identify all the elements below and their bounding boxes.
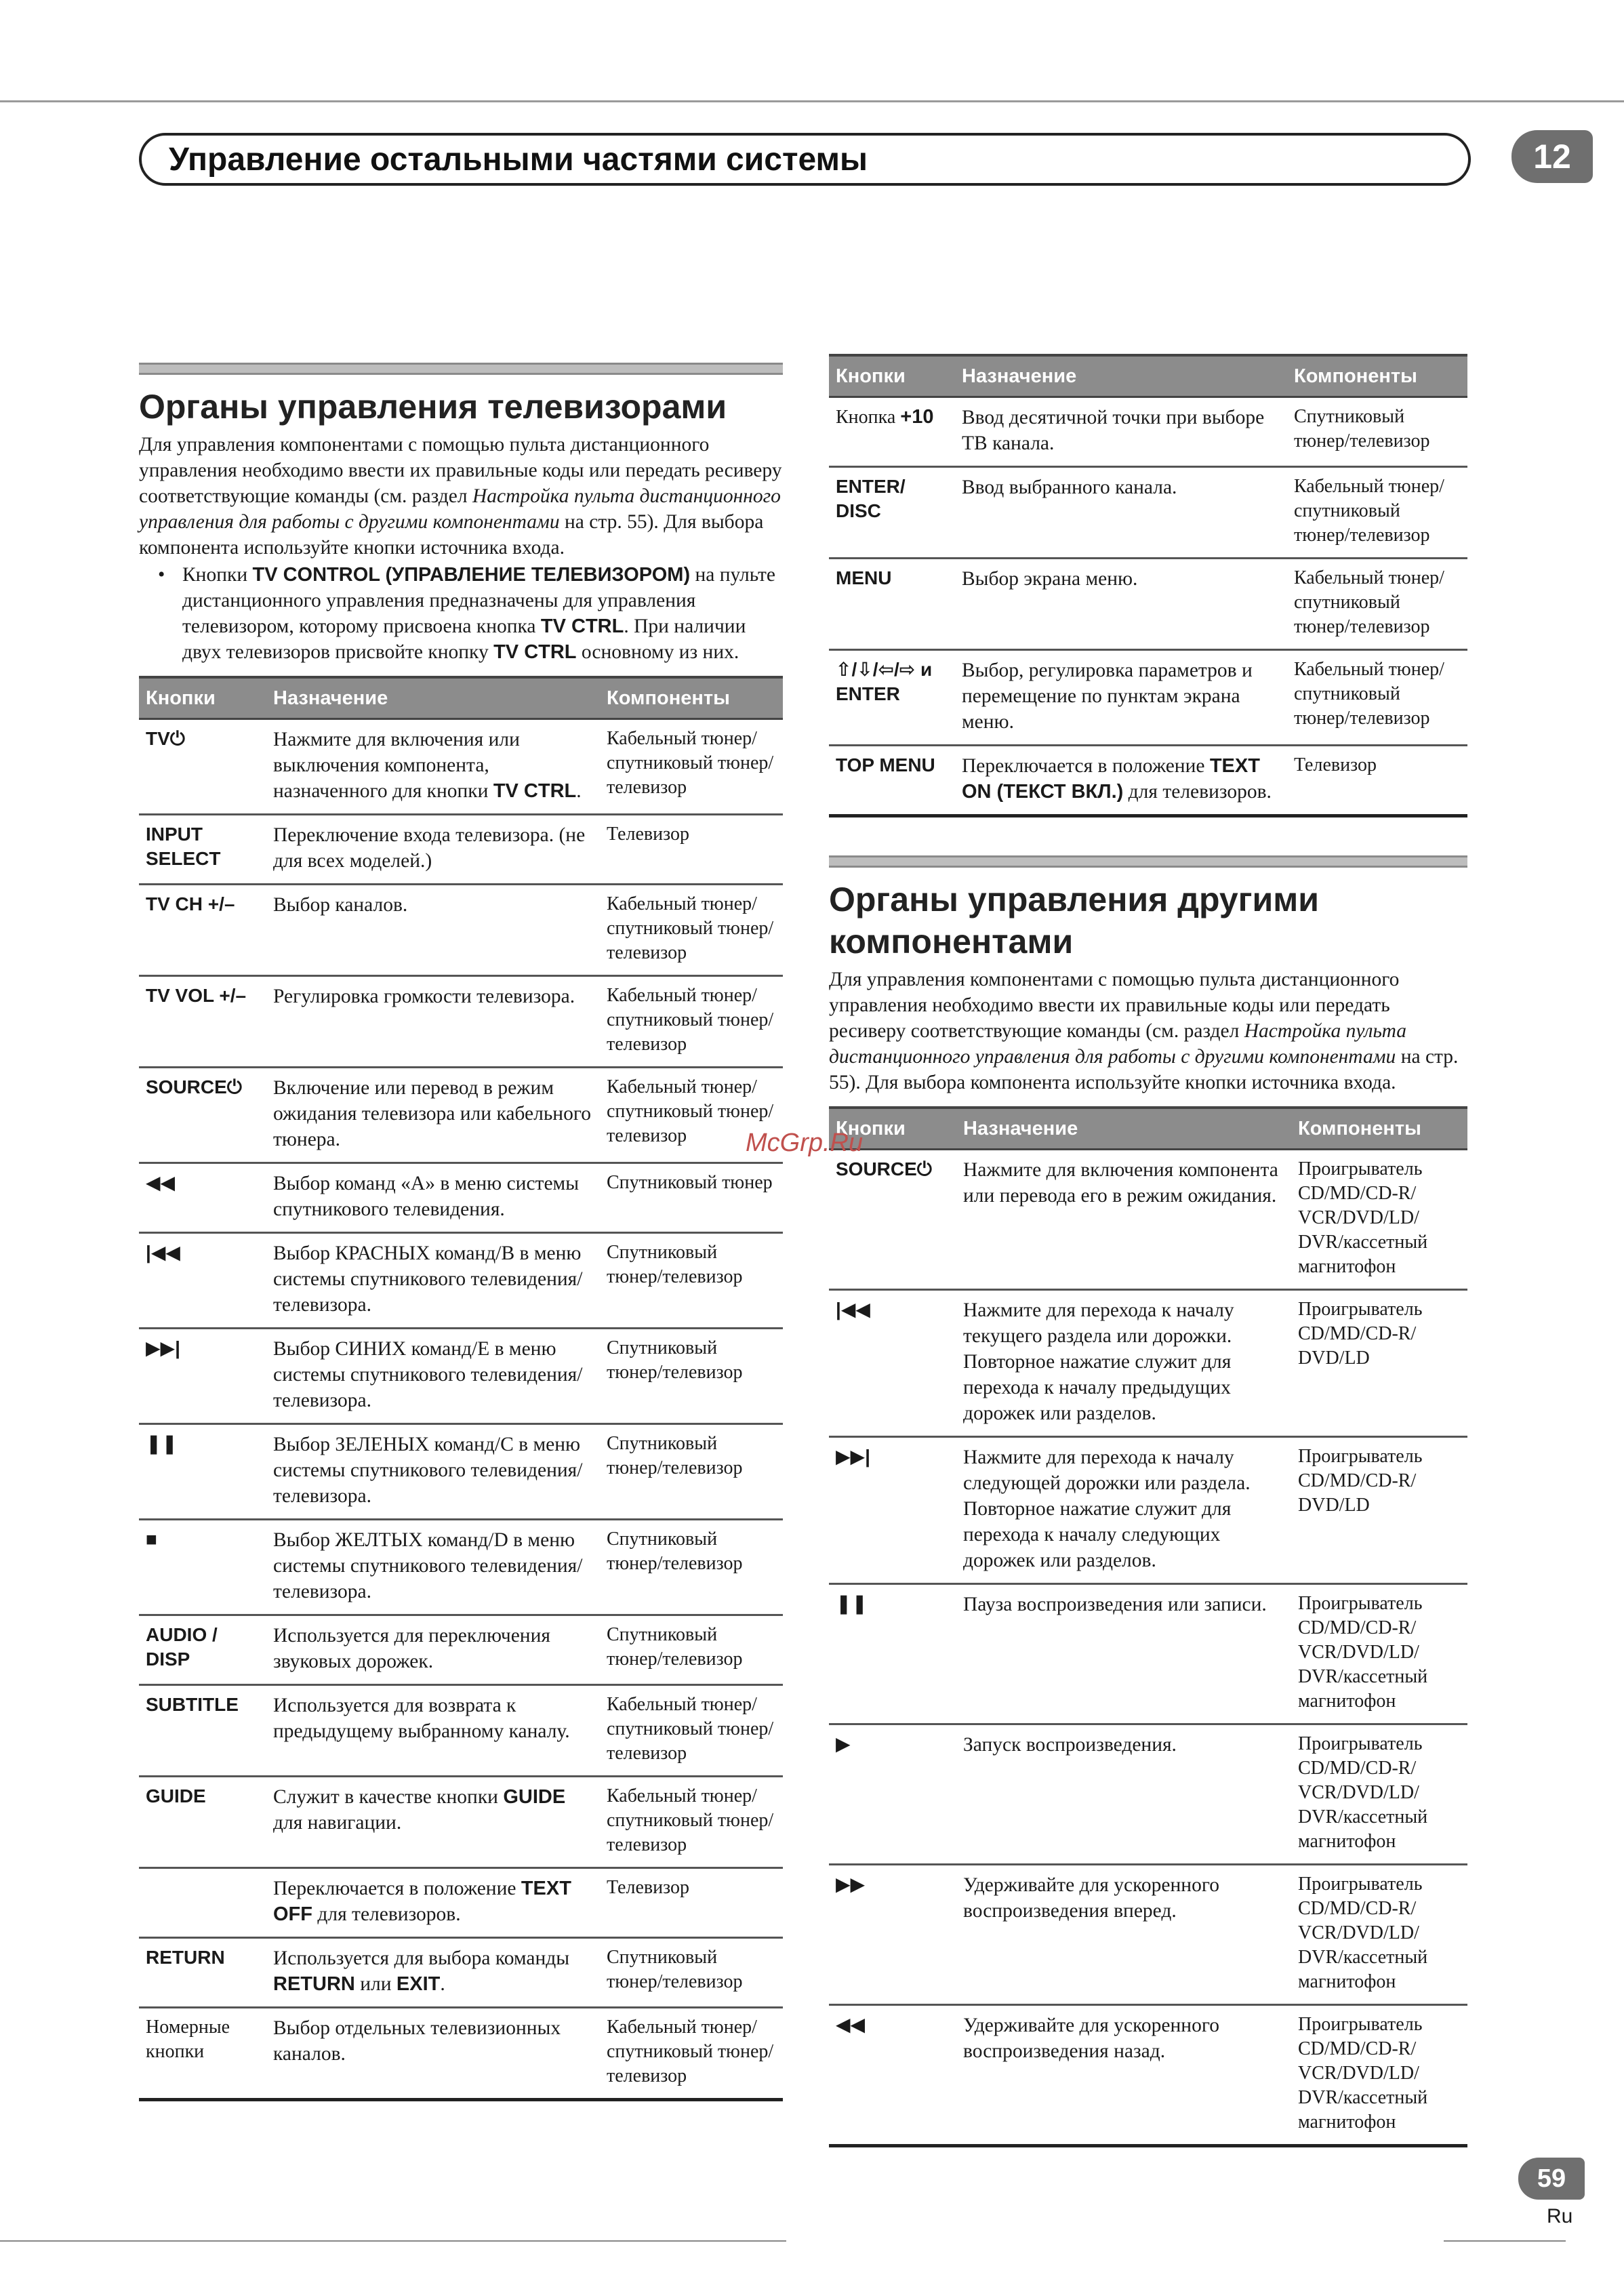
arrow-keys-cell: ⇧/⇩/⇦/⇨ и ENTER xyxy=(829,650,955,746)
skip-back-icon: |◀◀ xyxy=(139,1233,266,1329)
table-row xyxy=(139,1938,783,2008)
button-cell: SOURCE⏻ xyxy=(829,1150,956,1290)
components-cell: Спутниковый тюнер/телевизор xyxy=(600,1424,783,1520)
purpose-cell: Регулировка громкости телевизора. xyxy=(266,976,600,1068)
table-row xyxy=(139,885,783,976)
button-cell: SOURCE⏻ xyxy=(139,1068,266,1163)
purpose-cell: Выбор ЗЕЛЕНЫХ команд/C в меню системы спутникового телевидения/телевизора. xyxy=(266,1424,600,1520)
purpose-cell: Удерживайте для ускоренного воспроизведения вперед. xyxy=(956,1865,1291,2005)
purpose-cell: Переключается в положение TEXT OFF для телевизоров. xyxy=(266,1868,600,1938)
purpose-cell: Переключается в положение TEXT ON (ТЕКСТ ВКЛ.) для телевизоров. xyxy=(955,746,1287,816)
tv-controls-table xyxy=(139,676,783,2101)
purpose-cell: Ввод выбранного канала. xyxy=(955,467,1287,559)
table-row xyxy=(139,1424,783,1520)
col-header-purpose: Назначение xyxy=(956,1108,1291,1150)
table-row xyxy=(829,559,1467,650)
table-row xyxy=(829,1437,1467,1584)
components-cell: Кабельный тюнер/ спутниковый тюнер/телевизор xyxy=(600,885,783,976)
play-icon: ▶ xyxy=(829,1724,956,1865)
purpose-cell: Служит в качестве кнопки GUIDE для навигации. xyxy=(266,1777,600,1868)
purpose-cell: Используется для возврата к предыдущему выбранному каналу. xyxy=(266,1685,600,1777)
col-header-components: Компоненты xyxy=(1291,1108,1467,1150)
bottom-scan-rule xyxy=(0,2240,786,2242)
table-row xyxy=(139,719,783,815)
components-cell: Проигрыватель CD/MD/CD-R/ DVD/LD xyxy=(1291,1290,1467,1437)
rewind-icon: ◀◀ xyxy=(139,1163,266,1233)
components-cell: Проигрыватель CD/MD/CD-R/ DVD/LD xyxy=(1291,1437,1467,1584)
table-row xyxy=(139,1163,783,1233)
components-cell: Кабельный тюнер/ спутниковый тюнер/телевизор xyxy=(600,719,783,815)
table-row xyxy=(829,2005,1467,2146)
purpose-cell: Нажмите для включения или выключения компонента, назначенного для кнопки TV CTRL. xyxy=(266,719,600,815)
skip-forward-icon: ▶▶| xyxy=(829,1437,956,1584)
other-controls-intro: Для управления компонентами с помощью пульта дистанционного управления необходимо ввести их правильные коды или передать ресиверу соответствующие команды (см. раздел Настройка пульта дистанционного управления для работы с другими компонентами на стр. 55). Для выбора компонента используйте кнопки источника входа. xyxy=(829,969,1459,1093)
table-header-row xyxy=(139,677,783,719)
table-row xyxy=(829,1724,1467,1865)
purpose-cell: Используется для выбора команды RETURN или EXIT. xyxy=(266,1938,600,2008)
tv-controls-heading: Органы управления телевизорами xyxy=(139,388,727,426)
components-cell: Проигрыватель CD/MD/CD-R/ VCR/DVD/LD/ DVR/кассетный магнитофон xyxy=(1291,1584,1467,1724)
table-row xyxy=(139,815,783,885)
components-cell: Спутниковый тюнер xyxy=(600,1163,783,1233)
table-header-row xyxy=(829,1108,1467,1150)
table-row xyxy=(139,1329,783,1424)
table-row xyxy=(829,1290,1467,1437)
table-row xyxy=(139,1233,783,1329)
button-cell: GUIDE xyxy=(139,1777,266,1868)
table-row xyxy=(139,2008,783,2100)
watermark: McGrp.Ru xyxy=(746,1129,864,1157)
table-row xyxy=(829,1150,1467,1290)
purpose-cell: Выбор команд «A» в меню системы спутникового телевидения. xyxy=(266,1163,600,1233)
table-row xyxy=(139,1685,783,1777)
components-cell: Кабельный тюнер/ спутниковый тюнер/телевизор xyxy=(600,1685,783,1777)
table-row xyxy=(829,1865,1467,2005)
table-header-row xyxy=(829,355,1467,397)
table-row xyxy=(139,1520,783,1615)
table-row xyxy=(829,746,1467,816)
section-divider xyxy=(139,363,783,375)
stop-icon: ■ xyxy=(139,1520,266,1615)
button-cell: TV CH +/– xyxy=(139,885,266,976)
button-cell: Кнопка +10 xyxy=(829,397,955,467)
right-column xyxy=(829,354,1467,2147)
table-row xyxy=(829,467,1467,559)
button-cell: Номерные кнопки xyxy=(139,2008,266,2100)
purpose-cell: Нажмите для перехода к началу следующей дорожки или раздела. Повторное нажатие служит для перехода к началу следующих дорожек или разделов. xyxy=(956,1437,1291,1584)
components-cell: Кабельный тюнер/ спутниковый тюнер/телевизор xyxy=(600,1777,783,1868)
button-cell: INPUT SELECT xyxy=(139,815,266,885)
table-row xyxy=(829,650,1467,746)
components-cell: Спутниковый тюнер/телевизор xyxy=(600,1233,783,1329)
components-cell: Спутниковый тюнер/телевизор xyxy=(600,1615,783,1685)
pause-icon: ❚❚ xyxy=(139,1424,266,1520)
table-row xyxy=(829,1584,1467,1724)
col-header-components: Компоненты xyxy=(1287,355,1467,397)
components-cell: Кабельный тюнер/ спутниковый тюнер/телевизор xyxy=(1287,559,1467,650)
table-row xyxy=(139,1777,783,1868)
table-row xyxy=(139,1615,783,1685)
components-cell: Кабельный тюнер/ спутниковый тюнер/телевизор xyxy=(600,976,783,1068)
table-row xyxy=(139,1068,783,1163)
chapter-number-badge: 12 xyxy=(1511,130,1593,183)
col-header-buttons: Кнопки xyxy=(829,355,955,397)
components-cell: Кабельный тюнер/ спутниковый тюнер/телевизор xyxy=(600,2008,783,2100)
button-cell: AUDIO / DISP xyxy=(139,1615,266,1685)
col-header-components: Компоненты xyxy=(600,677,783,719)
button-cell xyxy=(139,1868,266,1938)
purpose-cell: Используется для переключения звуковых дорожек. xyxy=(266,1615,600,1685)
button-cell: TV VOL +/– xyxy=(139,976,266,1068)
purpose-cell: Выбор, регулировка параметров и перемещение по пунктам экрана меню. xyxy=(955,650,1287,746)
components-cell: Телевизор xyxy=(600,1868,783,1938)
rewind-icon: ◀◀ xyxy=(829,2005,956,2146)
purpose-cell: Нажмите для включения компонента или перевода его в режим ожидания. xyxy=(956,1150,1291,1290)
purpose-cell: Выбор каналов. xyxy=(266,885,600,976)
purpose-cell: Выбор ЖЕЛТЫХ команд/D в меню системы спутникового телевидения/телевизора. xyxy=(266,1520,600,1615)
purpose-cell: Переключение входа телевизора. (не для всех моделей.) xyxy=(266,815,600,885)
components-cell: Спутниковый тюнер/телевизор xyxy=(600,1520,783,1615)
table-row xyxy=(139,976,783,1068)
bottom-scan-rule xyxy=(1444,2240,1566,2242)
purpose-cell: Нажмите для перехода к началу текущего раздела или дорожки. Повторное нажатие служит для перехода к началу предыдущих дорожек или разделов. xyxy=(956,1290,1291,1437)
language-code: Ru xyxy=(1547,2205,1573,2227)
purpose-cell: Выбор экрана меню. xyxy=(955,559,1287,650)
tv-controls-intro: Для управления компонентами с помощью пульта дистанционного управления необходимо ввести их правильные коды или передать ресиверу соответствующие команды (см. раздел Настройка пульта дистанционного управления для работы с другими компонентами на стр. 55). Для выбора компонента используйте кнопки источника входа. xyxy=(139,434,782,559)
button-cell: ENTER/ DISC xyxy=(829,467,955,559)
button-cell: TV⏻ xyxy=(139,719,266,815)
button-cell: MENU xyxy=(829,559,955,650)
skip-forward-icon: ▶▶| xyxy=(139,1329,266,1424)
components-cell: Телевизор xyxy=(600,815,783,885)
components-cell: Спутниковый тюнер/телевизор xyxy=(600,1938,783,2008)
purpose-cell: Выбор КРАСНЫХ команд/B в меню системы спутникового телевидения/телевизора. xyxy=(266,1233,600,1329)
fast-forward-icon: ▶▶ xyxy=(829,1865,956,2005)
table-row xyxy=(829,397,1467,467)
purpose-cell: Пауза воспроизведения или записи. xyxy=(956,1584,1291,1724)
tv-control-note: • Кнопки TV CONTROL (УПРАВЛЕНИЕ ТЕЛЕВИЗОРОМ) на пульте дистанционного управления предназначены для управления телевизором, которому присвоена кнопка TV CTRL. При наличии двух телевизоров присвойте кнопку TV CTRL основному из них. xyxy=(139,562,783,665)
bullet-marker: • xyxy=(158,564,165,586)
components-cell: Проигрыватель CD/MD/CD-R/ VCR/DVD/LD/ DVR/кассетный магнитофон xyxy=(1291,1724,1467,1865)
button-cell: SUBTITLE xyxy=(139,1685,266,1777)
purpose-cell: Ввод десятичной точки при выборе ТВ канала. xyxy=(955,397,1287,467)
components-cell: Проигрыватель CD/MD/CD-R/ VCR/DVD/LD/ DVR/кассетный магнитофон xyxy=(1291,1150,1467,1290)
col-header-buttons: Кнопки xyxy=(139,677,266,719)
col-header-purpose: Назначение xyxy=(955,355,1287,397)
purpose-cell: Включение или перевод в режим ожидания телевизора или кабельного тюнера. xyxy=(266,1068,600,1163)
section-divider xyxy=(829,855,1467,868)
purpose-cell: Выбор отдельных телевизионных каналов. xyxy=(266,2008,600,2100)
components-cell: Проигрыватель CD/MD/CD-R/ VCR/DVD/LD/ DVR/кассетный магнитофон xyxy=(1291,1865,1467,2005)
button-cell: TOP MENU xyxy=(829,746,955,816)
components-cell: Кабельный тюнер/ спутниковый тюнер/телевизор xyxy=(1287,650,1467,746)
components-cell: Кабельный тюнер/ спутниковый тюнер/телевизор xyxy=(600,1068,783,1163)
components-cell: Телевизор xyxy=(1287,746,1467,816)
tv-controls-table-continued xyxy=(829,354,1467,817)
components-cell: Спутниковый тюнер/телевизор xyxy=(1287,397,1467,467)
table-row xyxy=(139,1868,783,1938)
chapter-title: Управление остальными частями системы xyxy=(169,142,868,178)
components-cell: Проигрыватель CD/MD/CD-R/ VCR/DVD/LD/ DVR/кассетный магнитофон xyxy=(1291,2005,1467,2146)
purpose-cell: Удерживайте для ускоренного воспроизведения назад. xyxy=(956,2005,1291,2146)
left-column xyxy=(139,363,783,2101)
purpose-cell: Выбор СИНИХ команд/E в меню системы спутникового телевидения/телевизора. xyxy=(266,1329,600,1424)
components-cell: Кабельный тюнер/ спутниковый тюнер/телевизор xyxy=(1287,467,1467,559)
other-controls-heading: Органы управления другими компонентами xyxy=(829,881,1319,961)
chapter-header xyxy=(139,133,1471,186)
button-cell: RETURN xyxy=(139,1938,266,2008)
page-number-badge: 59 xyxy=(1518,2158,1585,2200)
other-controls-table xyxy=(829,1106,1467,2147)
col-header-buttons: Кнопки xyxy=(829,1108,956,1150)
components-cell: Спутниковый тюнер/телевизор xyxy=(600,1329,783,1424)
col-header-purpose: Назначение xyxy=(266,677,600,719)
skip-back-icon: |◀◀ xyxy=(829,1290,956,1437)
top-scan-rule xyxy=(0,100,1624,102)
pause-icon: ❚❚ xyxy=(829,1584,956,1724)
purpose-cell: Запуск воспроизведения. xyxy=(956,1724,1291,1865)
